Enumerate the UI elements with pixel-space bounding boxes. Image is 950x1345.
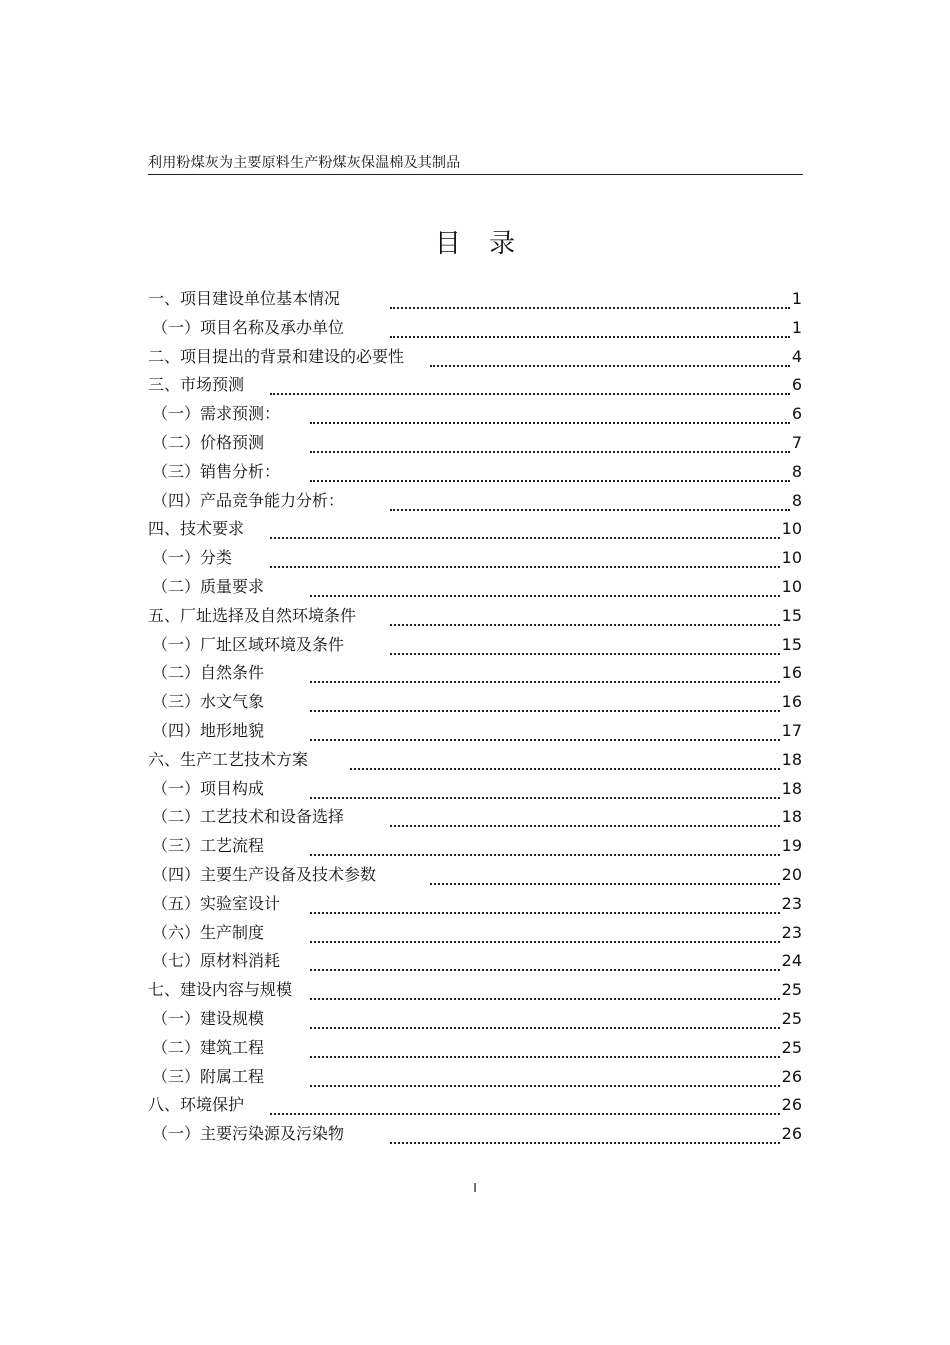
toc-dot-leader [310,961,780,971]
toc-entry[interactable] [148,717,802,746]
toc-entry-label: （一）需求预测： [152,404,281,424]
toc-entry-label: 八、环境保护 [148,1095,245,1115]
toc-entry-page: 26 [781,1066,802,1086]
toc-dot-leader [390,1134,780,1144]
toc-dot-leader [270,558,780,568]
toc-entry[interactable] [148,285,802,314]
toc-entry-page: 6 [791,375,802,395]
toc-dot-leader [390,299,790,309]
toc-entry[interactable] [148,976,802,1005]
toc-dot-leader [310,472,790,482]
toc-entry-page: 6 [791,404,802,424]
toc-entry-label: （一）厂址区域环境及条件 [152,634,345,654]
toc-entry-label: （四）主要生产设备及技术参数 [152,864,377,884]
toc-dot-leader [390,645,780,655]
toc-entry-page: 18 [781,749,802,769]
toc-dot-leader [310,702,780,712]
toc-entry-label: 七、建设内容与规模 [148,980,293,1000]
toc-dot-leader [310,1019,780,1029]
toc-entry-page: 19 [781,836,802,856]
toc-dot-leader [310,587,780,597]
toc-entry[interactable] [148,1091,802,1120]
toc-entry-label: （三）销售分析： [152,461,281,481]
toc-entry-label: （一）建设规模 [152,1008,265,1028]
toc-entry-label: （五）实验室设计 [152,893,281,913]
toc-entry[interactable] [148,1120,802,1149]
toc-entry-page: 7 [791,432,802,452]
toc-entry[interactable] [148,515,802,544]
running-header-title: 利用粉煤灰为主要原料生产粉煤灰保温棉及其制品 [148,155,461,171]
toc-entry[interactable] [148,861,802,890]
toc-entry-page: 17 [781,720,802,740]
toc-entry-page: 1 [791,317,802,337]
toc-entry-label: （二）工艺技术和设备选择 [152,807,345,827]
toc-entry-label: （二）自然条件 [152,663,265,683]
toc-entry-label: （一）分类 [152,548,233,568]
toc-entry-label: 五、厂址选择及自然环境条件 [148,605,357,625]
toc-dot-leader [310,1048,780,1058]
toc-dot-leader [310,673,780,683]
toc-entry-label: （四）地形地貌 [152,720,265,740]
toc-entry[interactable] [148,775,802,804]
toc-entry[interactable] [148,803,802,832]
toc-entry[interactable] [148,371,802,400]
running-header [148,154,803,175]
toc-dot-leader [310,731,780,741]
toc-entry-page: 25 [781,1008,802,1028]
toc-entry-page: 23 [781,893,802,913]
toc-dot-leader [310,414,790,424]
toc-entry-label: 三、市场预测 [148,375,245,395]
toc-entry[interactable] [148,947,802,976]
toc-entry-label: （三）附属工程 [152,1066,265,1086]
toc-entry-page: 26 [781,1095,802,1115]
toc-entry-label: （二）质量要求 [152,576,265,596]
toc-dot-leader [310,789,780,799]
toc-entry[interactable] [148,343,802,372]
toc-entry[interactable] [148,659,802,688]
toc-dot-leader [270,1105,780,1115]
toc-entry[interactable] [148,1034,802,1063]
toc-entry[interactable] [148,746,802,775]
toc-entry-label: （二）价格预测 [152,432,265,452]
toc-entry-label: （六）生产制度 [152,922,265,942]
toc-entry[interactable] [148,544,802,573]
toc-entry-page: 24 [781,951,802,971]
toc-entry-label: （七）原材料消耗 [152,951,281,971]
toc-entry-label: （一）项目构成 [152,778,265,798]
toc-entry-label: （三）工艺流程 [152,836,265,856]
toc-dot-leader [350,760,780,770]
toc-dot-leader [310,1077,780,1087]
toc-entry[interactable] [148,314,802,343]
toc-entry[interactable] [148,631,802,660]
toc-entry-page: 18 [781,778,802,798]
toc-dot-leader [270,385,790,395]
toc-entry[interactable] [148,573,802,602]
toc-entry-label: 六、生产工艺技术方案 [148,749,309,769]
toc-entry-page: 15 [781,634,802,654]
toc-entry[interactable] [148,400,802,429]
toc-entry-page: 1 [791,289,802,308]
toc-entry-page: 18 [781,807,802,827]
toc-dot-leader [430,357,790,367]
toc-entry-page: 10 [781,548,802,568]
toc-dot-leader [310,990,780,1000]
toc-entry-label: （三）水文气象 [152,692,265,712]
toc-entry-label: （一）项目名称及承办单位 [152,317,345,337]
toc-dot-leader [310,846,780,856]
toc-dot-leader [430,875,780,885]
toc-dot-leader [310,443,790,453]
toc-dot-leader [310,904,780,914]
toc-entry-label: （一）主要污染源及污染物 [152,1124,345,1144]
toc-entry-page: 4 [791,346,802,366]
toc-entry[interactable] [148,688,802,717]
toc-entry-label: （四）产品竞争能力分析： [152,490,345,510]
toc-dot-leader [390,328,790,338]
toc-list [148,285,802,1149]
toc-entry-page: 25 [781,1037,802,1057]
toc-entry-page: 15 [781,605,802,625]
toc-dot-leader [270,529,780,539]
toc-entry-label: 二、项目提出的背景和建设的必要性 [148,346,405,366]
toc-entry-page: 23 [781,922,802,942]
toc-entry-page: 10 [781,576,802,596]
toc-entry[interactable] [148,1063,802,1092]
toc-entry-page: 16 [781,692,802,712]
page-number: I [473,1181,477,1195]
toc-entry[interactable] [148,458,802,487]
toc-entry[interactable] [148,919,802,948]
toc-dot-leader [390,616,780,626]
toc-entry-page: 16 [781,663,802,683]
toc-dot-leader [390,501,790,511]
toc-entry[interactable] [148,890,802,919]
toc-entry-page: 26 [781,1124,802,1144]
toc-entry-page: 25 [781,980,802,1000]
toc-entry-page: 8 [791,461,802,481]
toc-entry-label: 四、技术要求 [148,519,245,539]
toc-entry-page: 10 [781,519,802,539]
toc-entry-label: （二）建筑工程 [152,1037,265,1057]
toc-entry-label: 一、项目建设单位基本情况 [148,289,341,308]
toc-dot-leader [390,817,780,827]
toc-title: 目 录 [434,229,526,259]
toc-dot-leader [310,933,780,943]
toc-entry-page: 8 [791,490,802,510]
toc-entry[interactable] [148,1005,802,1034]
toc-entry[interactable] [148,429,802,458]
toc-entry[interactable] [148,832,802,861]
toc-entry[interactable] [148,602,802,631]
toc-entry-page: 20 [781,864,802,884]
toc-entry[interactable] [148,487,802,516]
